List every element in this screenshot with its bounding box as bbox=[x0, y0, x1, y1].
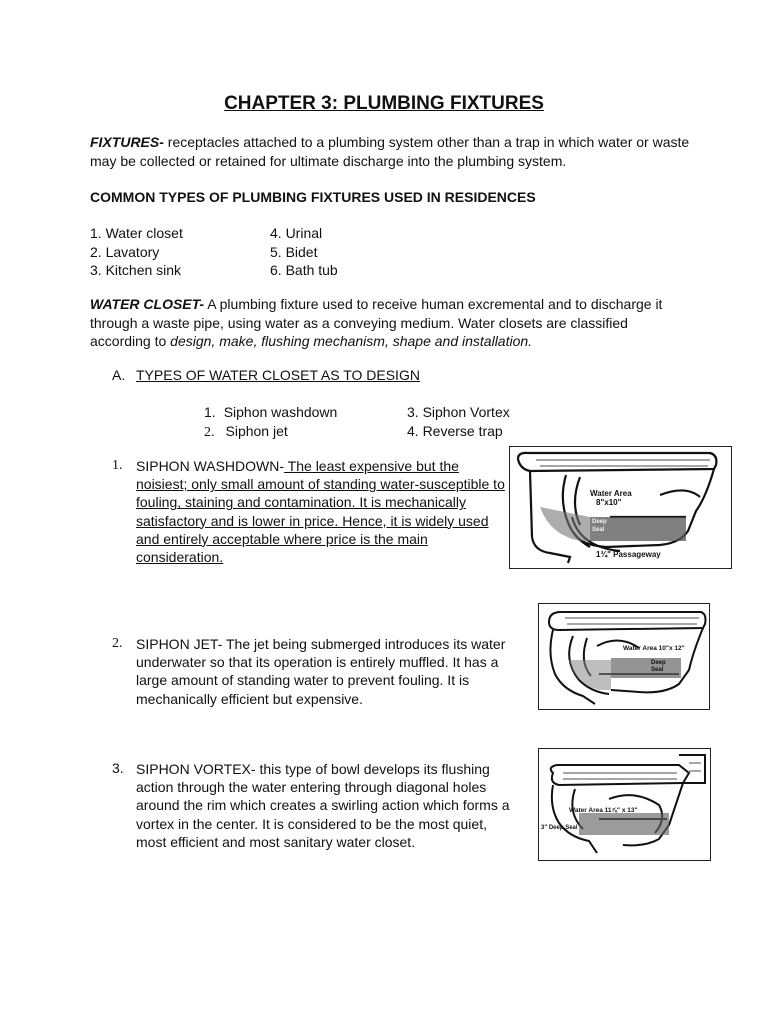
item-text-1: The least expensive but the noisiest; only small amount of standing water-susceptible to fouling, staining and contamination. It is mechanically satisfactory and is lower in price. Hence, it is widely used and entirely acceptable where price is the main consideration. bbox=[136, 458, 505, 566]
design-type-1: Siphon washdown bbox=[223, 404, 338, 420]
fig2-water-area-label: Water Area 10"x 12" bbox=[623, 645, 685, 652]
design-types-left bbox=[204, 403, 337, 442]
list-item: 2. Lavatory bbox=[90, 243, 160, 260]
common-types-right-column bbox=[270, 224, 338, 280]
item-number-3: 3. bbox=[112, 760, 124, 776]
fig2-seal-label: Seal bbox=[651, 667, 664, 673]
fixtures-text: receptacles attached to a plumbing system other than a trap in which water or waste may be collected or retained for ultimate discharge into the plumbing system. bbox=[90, 134, 690, 169]
fig3-water-area-label: Water Area 11⅞" x 13" bbox=[569, 807, 638, 814]
fig1-water-area-size: 8"x10" bbox=[596, 498, 622, 507]
design-type-4: 4. Reverse trap bbox=[407, 422, 503, 439]
design-type-3: 3. Siphon Vortex bbox=[407, 404, 510, 420]
common-types-heading: COMMON TYPES OF PLUMBING FIXTURES USED IN RESIDENCES bbox=[90, 189, 536, 205]
item-lead-1: SIPHON WASHDOWN- bbox=[136, 458, 285, 474]
item-lead-2: SIPHON JET bbox=[136, 636, 218, 652]
fig1-passage-label: 1¾" Passageway bbox=[596, 550, 661, 559]
design-num-1: 1. bbox=[204, 404, 216, 420]
fig3-deep-seal-label: 3" Deep Seal bbox=[541, 825, 578, 831]
siphon-vortex-description bbox=[136, 760, 521, 851]
item-number-2: 2. bbox=[112, 636, 123, 651]
list-item: 1. Water closet bbox=[90, 225, 183, 241]
list-item: 3. Kitchen sink bbox=[90, 262, 182, 278]
design-types-right bbox=[407, 403, 510, 440]
siphon-vortex-diagram bbox=[539, 749, 710, 860]
siphon-washdown-figure bbox=[509, 446, 732, 569]
common-types-left-column bbox=[90, 224, 183, 280]
section-a-title: TYPES OF WATER CLOSET AS TO DESIGN bbox=[136, 367, 420, 383]
list-item: 5. Bidet bbox=[270, 243, 318, 260]
item-number-1: 1. bbox=[112, 458, 123, 473]
water-closet-definition bbox=[90, 295, 680, 351]
section-a-letter: A. bbox=[112, 367, 126, 383]
siphon-jet-diagram bbox=[539, 604, 709, 709]
item-lead-3: SIPHON VORTEX bbox=[136, 761, 251, 777]
water-closet-text: A plumbing fixture used to receive human excremental and to discharge it through a waste pipe, using water as a conveying medium. Water closets are classified according to bbox=[90, 296, 663, 349]
water-closet-italic: design, make, flushing mechanism, shape and installation. bbox=[170, 333, 533, 349]
fig1-water-area-label: Water Area bbox=[590, 489, 632, 498]
siphon-jet-description bbox=[136, 635, 506, 708]
fig2-deep-label: Deep bbox=[651, 660, 666, 666]
fixtures-term: FIXTURES- bbox=[90, 134, 164, 150]
list-item: 6. Bath tub bbox=[270, 262, 338, 278]
item-text-2: - The jet being submerged introduces its water underwater so that its operation is entirely muffled. It has a large amount of standing water to prevent fouling. It is mechanically efficient but expensive. bbox=[136, 636, 506, 707]
water-closet-term: WATER CLOSET- bbox=[90, 296, 205, 312]
siphon-washdown-diagram bbox=[510, 447, 731, 568]
design-num-2: 2. bbox=[204, 424, 215, 440]
fig1-deep-label: Deep bbox=[592, 519, 607, 525]
item-text-3: - this type of bowl develops its flushing action through the water entering through diagonal holes around the rim which creates a swirling action which forms a vortex in the center. It is considered to be the most quiet, most efficient and most sanitary water closet. bbox=[136, 761, 510, 850]
fig1-seal-label: Seal bbox=[592, 527, 605, 533]
list-item: 4. Urinal bbox=[270, 225, 323, 241]
siphon-vortex-figure bbox=[538, 748, 711, 861]
siphon-washdown-description bbox=[136, 457, 506, 566]
fixtures-definition bbox=[90, 133, 690, 170]
design-type-2: Siphon jet bbox=[225, 422, 288, 439]
siphon-jet-figure bbox=[538, 603, 710, 710]
page-title: CHAPTER 3: PLUMBING FIXTURES bbox=[224, 93, 544, 114]
